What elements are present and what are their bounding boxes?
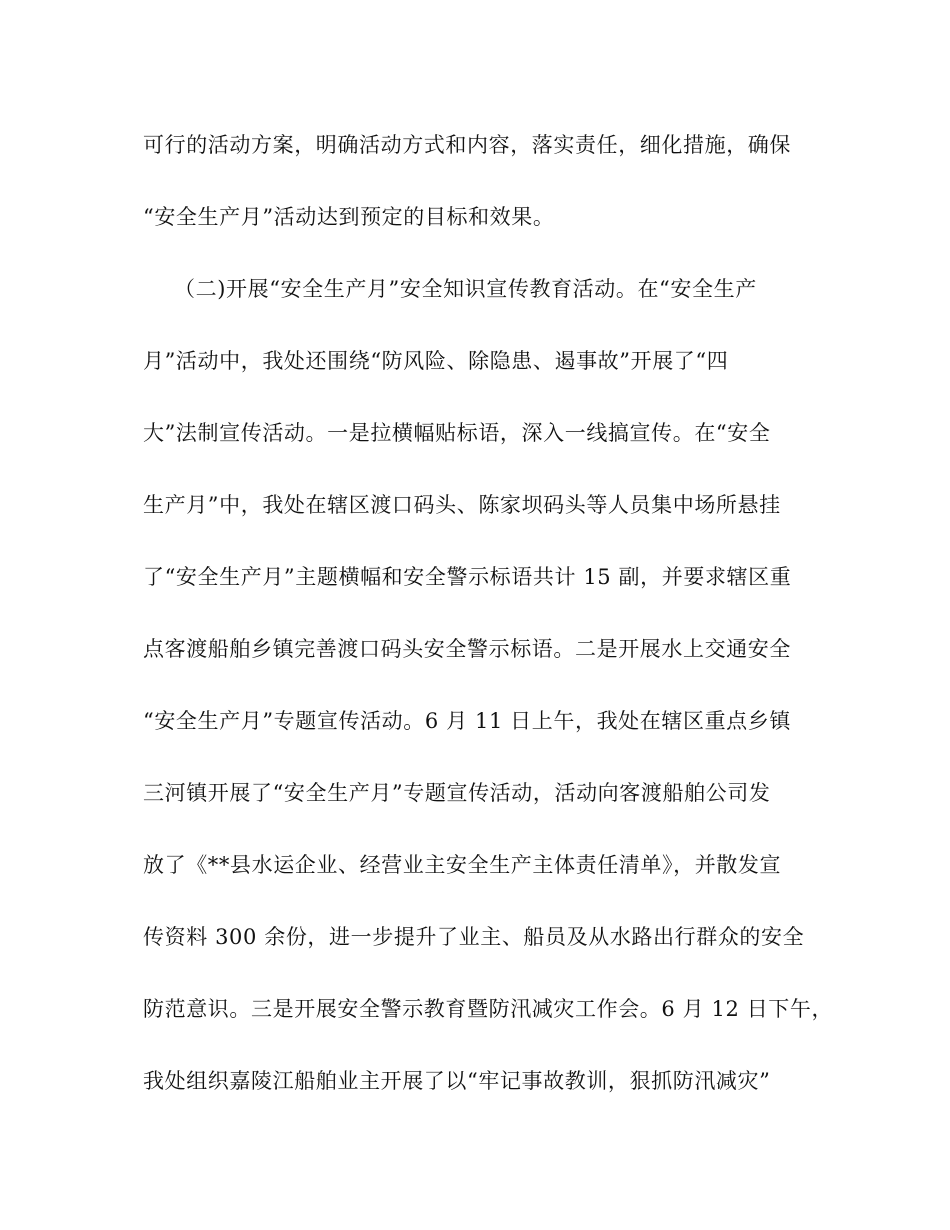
text-line: 可行的活动方案，明确活动方式和内容，落实责任，细化措施，确保 — [143, 133, 791, 157]
text-line: 月”活动中，我处还围绕“防风险、除隐患、遏事故”开展了“四 — [143, 349, 729, 373]
text-line: 我处组织嘉陵江船舶业主开展了以“牢记事故教训，狠抓防汛减灾” — [143, 1069, 771, 1093]
text-line: “安全生产月”活动达到预定的目标和效果。 — [143, 205, 555, 229]
text-line: 点客渡船舶乡镇完善渡口码头安全警示标语。二是开展水上交通安全 — [143, 637, 791, 661]
text-line: 大”法制宣传活动。一是拉横幅贴标语，深入一线搞宣传。在“安全 — [143, 421, 771, 445]
text-line: “安全生产月”专题宣传活动。6 月 11 日上午，我处在辖区重点乡镇 — [143, 709, 791, 733]
text-line: 放了《**县水运企业、经营业主安全生产主体责任清单》，并散发宣 — [143, 853, 782, 877]
text-line: 防范意识。三是开展安全警示教育暨防汛减灾工作会。6 月 12 日下午， — [143, 997, 834, 1021]
paragraph-start-line: （二)开展“安全生产月”安全知识宣传教育活动。在“安全生产 — [174, 277, 757, 301]
text-line: 生产月”中，我处在辖区渡口码头、陈家坝码头等人员集中场所悬挂 — [143, 493, 781, 517]
text-line: 了“安全生产月”主题横幅和安全警示标语共计 15 副，并要求辖区重 — [143, 565, 792, 589]
text-line: 传资料 300 余份，进一步提升了业主、船员及从水路出行群众的安全 — [143, 925, 805, 949]
text-line: 三河镇开展了“安全生产月”专题宣传活动，活动向客渡船舶公司发 — [143, 781, 771, 805]
